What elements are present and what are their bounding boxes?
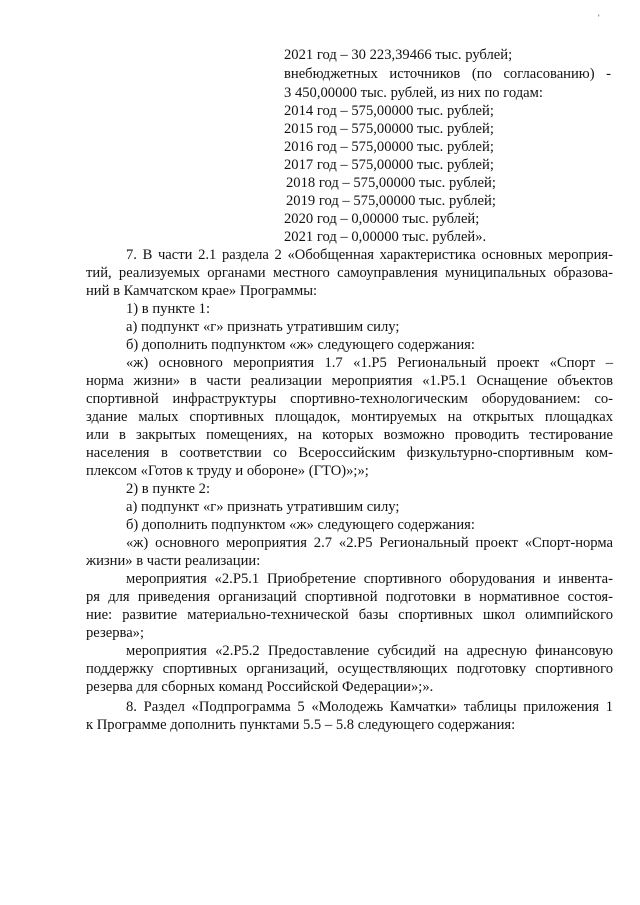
paragraph-line: ние: развитие материально-технической базы спортивных школ олимпийского xyxy=(86,607,613,623)
paragraph-line: резерва»; xyxy=(86,625,145,641)
paragraph-line: к Программе дополнить пунктами 5.5 – 5.8 следующего содержания: xyxy=(86,717,516,733)
paragraph-line: тий, реализуемых органами местного самоуправления муниципальных образова- xyxy=(86,265,613,281)
paragraph-line: а) подпункт «г» признать утратившим силу; xyxy=(126,499,400,515)
paragraph-line: 8. Раздел «Подпрограмма 5 «Молодежь Камчатки» таблицы приложения 1 xyxy=(126,699,613,715)
corner-mark: ' xyxy=(598,13,600,23)
paragraph-line: здание малых спортивных площадок, монтируемых на открытых площадках xyxy=(86,409,613,425)
funding-line: 2018 год – 575,00000 тыс. рублей; xyxy=(286,175,496,191)
paragraph-line: резерва для сборных команд Российской Федерации»;». xyxy=(86,679,434,695)
paragraph-line: плексом «Готов к труду и обороне» (ГТО)»;»; xyxy=(86,463,369,479)
funding-line: 2021 год – 0,00000 тыс. рублей». xyxy=(284,229,487,245)
funding-line: 2020 год – 0,00000 тыс. рублей; xyxy=(284,211,480,227)
paragraph-line: жизни» в части реализации: xyxy=(86,553,261,569)
funding-line: 3 450,00000 тыс. рублей, из них по годам: xyxy=(284,85,543,101)
paragraph-line: мероприятия «2.Р5.2 Предоставление субсидий на адресную финансовую xyxy=(126,643,613,659)
paragraph-line: а) подпункт «г» признать утратившим силу; xyxy=(126,319,400,335)
paragraph-line: 1) в пункте 1: xyxy=(126,301,211,317)
paragraph-line: норма жизни» в части реализации мероприятия «1.Р5.1 Оснащение объектов xyxy=(86,373,613,389)
funding-line: 2021 год – 30 223,39466 тыс. рублей; xyxy=(284,47,513,63)
funding-line: 2019 год – 575,00000 тыс. рублей; xyxy=(286,193,496,209)
funding-line: внебюджетных источников (по согласованию) - xyxy=(284,66,611,82)
funding-line: 2014 год – 575,00000 тыс. рублей; xyxy=(284,103,494,119)
paragraph-line: или в закрытых помещениях, на которых возможно проводить тестирование xyxy=(86,427,613,443)
paragraph-line: «ж) основного мероприятия 2.7 «2.Р5 Региональный проект «Спорт-норма xyxy=(126,535,613,551)
paragraph-line: 2) в пункте 2: xyxy=(126,481,211,497)
paragraph-line: поддержку спортивных организаций, осуществляющих подготовку спортивного xyxy=(86,661,613,677)
paragraph-line: ний в Камчатском крае» Программы: xyxy=(86,283,318,299)
funding-line: 2016 год – 575,00000 тыс. рублей; xyxy=(284,139,494,155)
paragraph-line: б) дополнить подпунктом «ж» следующего содержания: xyxy=(126,517,475,533)
paragraph-line: 7. В части 2.1 раздела 2 «Обобщенная характеристика основных мероприя- xyxy=(126,247,613,263)
paragraph-line: мероприятия «2.Р5.1 Приобретение спортивного оборудования и инвента- xyxy=(126,571,613,587)
paragraph-line: населения в соответствии со Всероссийским физкультурно-спортивным ком- xyxy=(86,445,613,461)
paragraph-line: б) дополнить подпунктом «ж» следующего содержания: xyxy=(126,337,475,353)
paragraph-line: ря для приведения организаций спортивной подготовки в нормативное состоя- xyxy=(86,589,613,605)
paragraph-line: «ж) основного мероприятия 1.7 «1.Р5 Региональный проект «Спорт – xyxy=(126,355,613,371)
paragraph-line: спортивной инфраструктуры спортивно-технологическим оборудованием: со- xyxy=(86,391,613,407)
funding-line: 2015 год – 575,00000 тыс. рублей; xyxy=(284,121,494,137)
funding-line: 2017 год – 575,00000 тыс. рублей; xyxy=(284,157,494,173)
